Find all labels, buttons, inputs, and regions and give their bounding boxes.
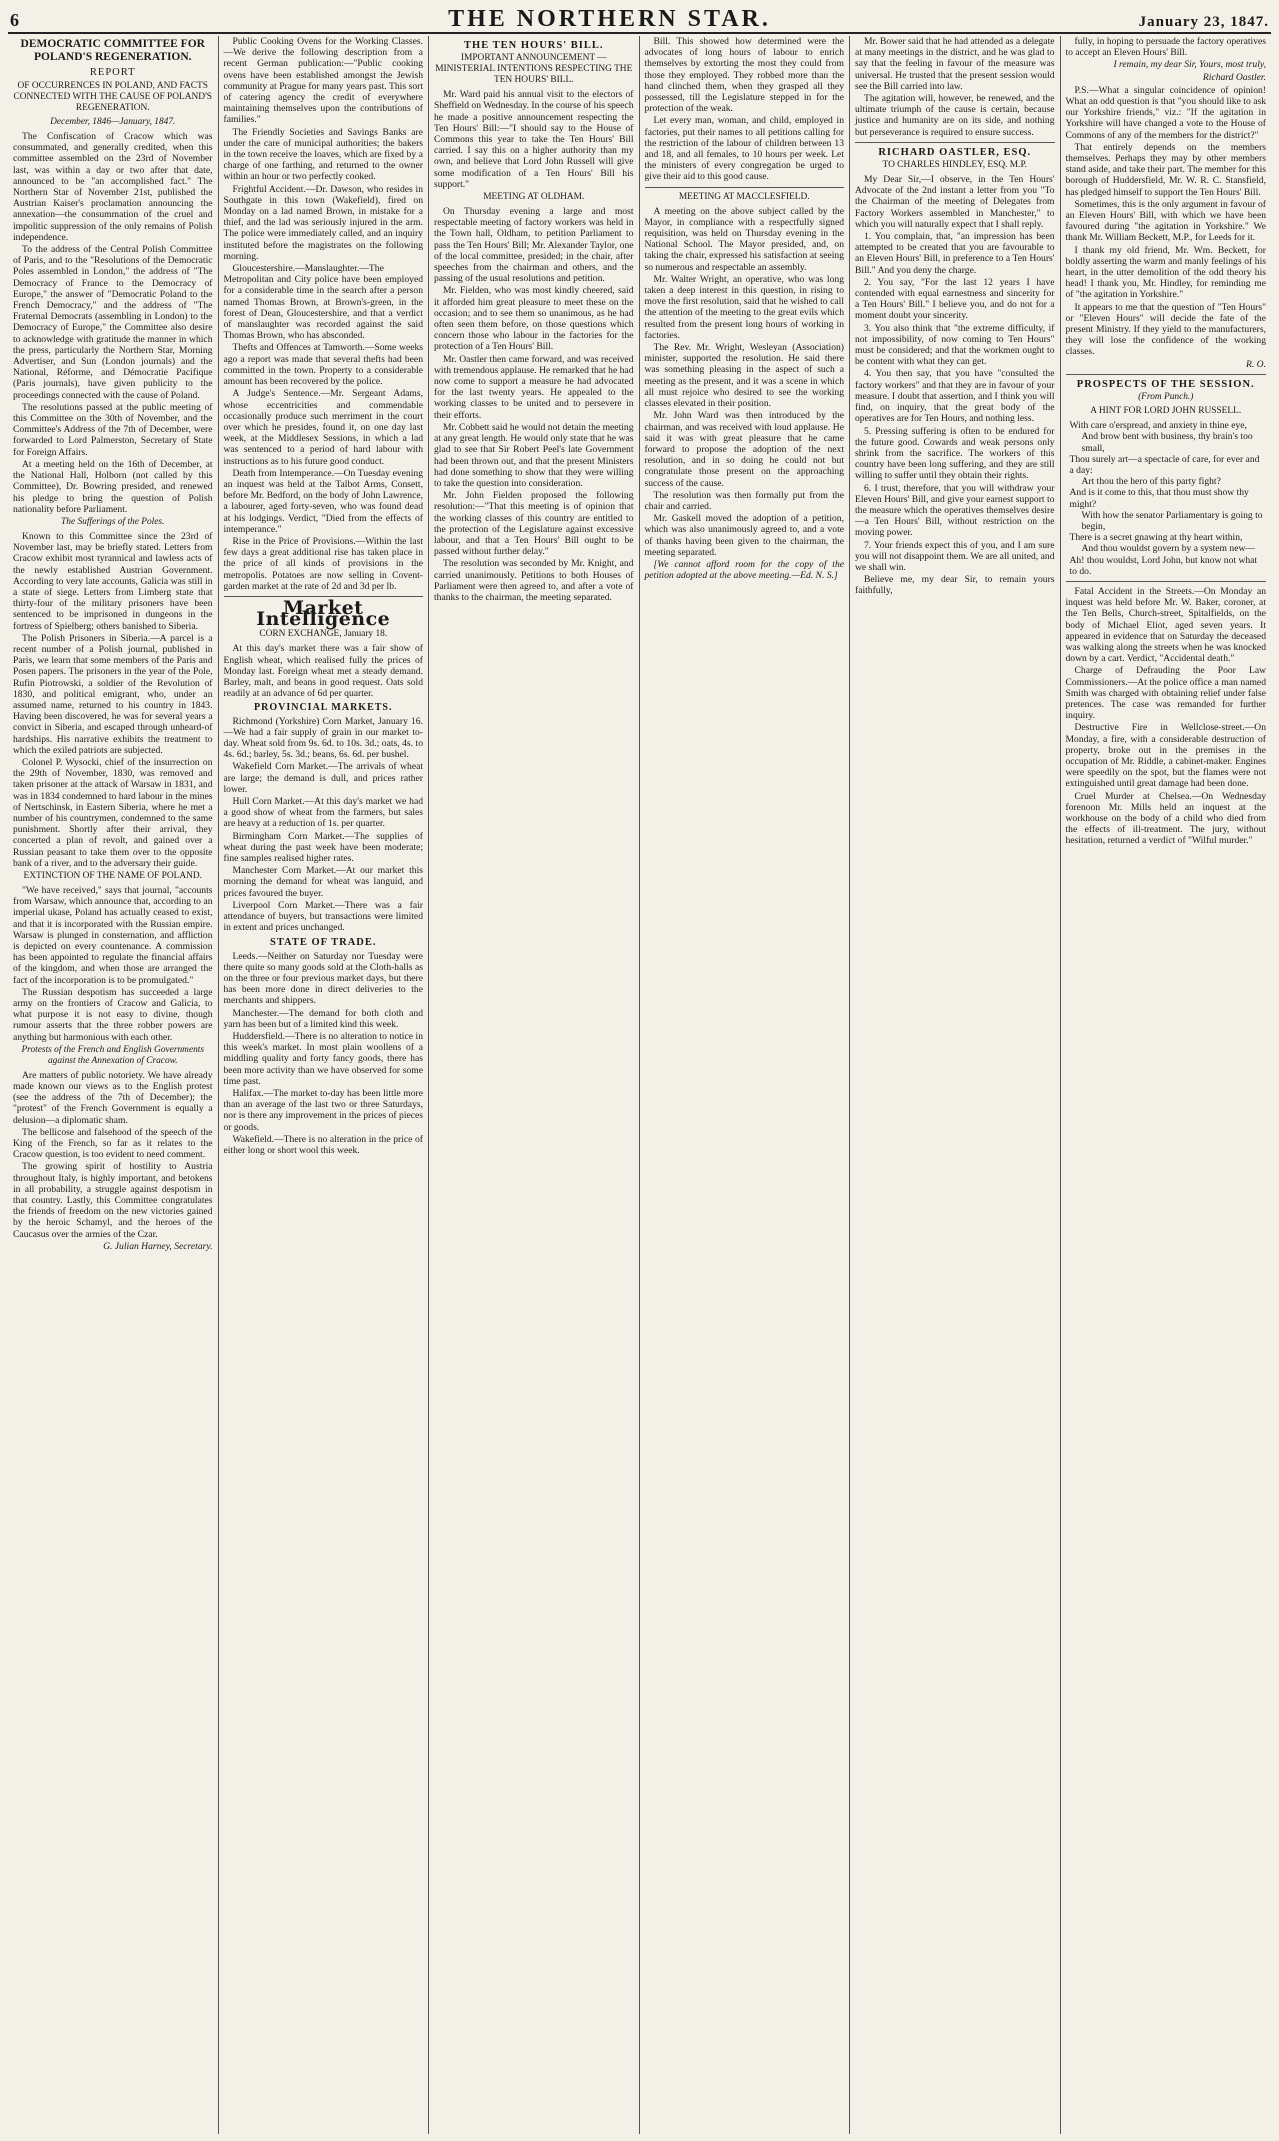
paragraph: The resolutions passed at the public meeting of this Committee on the 30th of November, and the Committee's Address of the 7th of December, were forwarded to Lord Palmerston, Secretary of State for Foreign Affairs. <box>13 401 213 458</box>
poem-line: Ah! thou wouldst, Lord John, but know not what to do. <box>1069 554 1258 577</box>
column-2 <box>219 36 430 2134</box>
paragraph: Wakefield.—There is no alteration in the price of either long or short wool this week. <box>223 1133 423 1157</box>
closing: I remain, my dear Sir, Yours, most truly, <box>1113 59 1266 71</box>
paragraph: Fatal Accident in the Streets.—On Monday an inquest was held before Mr. W. Baker, coroner, at the Ten Bells, Church-street, Spitalfields, on the body of Michael Eliot, aged seven years. It appeared in evidence that on Saturday the deceased was walking along the streets when he was knocked down by a cart. Verdict, "Accidental death." <box>1065 585 1266 665</box>
paragraph: Mr. John Ward was then introduced by the chairman, and was received with loud applause. He said it was with great pleasure that he came forward to propose the adoption of the next resolution, and in so doing he could not but congratulate those present on the approaching success of the cause. <box>644 410 844 489</box>
paragraph: Mr. Ward paid his annual visit to the electors of Sheffield on Wednesday. In the course of his speech he made a positive announcement respecting the Ten Hours' Bill:—"I should say to the House of Commons this year to take the Ten Hours' Bill carried. I say this on a higher authority than my own, and believe that Lord John Russell will give some modification of a Ten Hours' Bill his support." <box>434 89 634 190</box>
page-number: 6 <box>10 10 19 30</box>
market-intelligence-heading: Market Intelligence <box>256 596 391 631</box>
article-heading: DEMOCRATIC COMMITTEE FOR POLAND'S REGENERATION. <box>20 38 205 63</box>
paragraph: Mr. Fielden, who was most kindly cheered, said it afforded him great pleasure to meet these on the occasion; and to see them so unanimous, as he had often seen them before, on those questions which concern those who labour in the factories for the protection of a Ten Hours' Bill. <box>434 285 634 353</box>
paragraph: Manchester.—The demand for both cloth and yarn has been but of a limited kind this week. <box>223 1007 423 1030</box>
poem-line: Art thou the hero of this party fight? <box>1081 476 1221 488</box>
paragraph: Charge of Defrauding the Poor Law Commissioners.—At the police office a man named Smith was charged with obtaining relief under false pretences. The case was remanded for further inquiry. <box>1065 665 1266 722</box>
paragraph: 6. I trust, therefore, that you will withdraw your Eleven Hours' Bill, and give your earnest support to the measure which the operatives themselves desire—a Ten Hours' Bill, without restriction on the moving power. <box>855 482 1055 539</box>
report-title: REPORT <box>89 67 136 78</box>
editor-note: [We cannot afford room for the copy of the petition adopted at the above meeting.—Ed. N. S.] <box>644 558 844 582</box>
paragraph: Birmingham Corn Market.—The supplies of wheat during the past week have been moderate; fine samples realised higher rates. <box>223 830 423 865</box>
poem-line: And brow bent with business, thy brain's too small, <box>1081 431 1253 454</box>
paragraph: My Dear Sir,—I observe, in the Ten Hours' Advocate of the 2nd instant a letter from you "To the Chairman of the meeting of Delegates from Factory Workers assembled in Manchester," to which you will naturally expect that I shall reply. <box>855 174 1055 230</box>
poem-line: With how the senator Parliamentary is going to begin, <box>1081 509 1263 532</box>
paragraph: 3. You also think that "the extreme difficulty, if not impossibility, of now coming to Ten Hours" must be considered; and that the workmen ought to be content with what they can get. <box>855 322 1055 368</box>
paragraph: It appears to me that the question of "Ten Hours" or "Eleven Hours" will decide the fate of the present Ministry. If they yield to the manufacturers, they will lose the confidence of the working classes. <box>1065 301 1266 358</box>
paragraph: Public Cooking Ovens for the Working Classes.—We derive the following description from a recent German publication:—"Public cooking ovens have been established amongst the Jewish community at Prague for many years past. This sort of catering agency the credit of everywhere maintaining themselves upon the contributions of families." <box>223 36 423 126</box>
paragraph: Let every man, woman, and child, employed in factories, put their names to all petitions calling for the restriction of the labour of children between 13 and 18, and all females, to 10 hours per week. Let the ministers of every congregation be urged to give their aid to this good cause. <box>644 115 844 183</box>
letter-subheading: TO CHARLES HINDLEY, ESQ. M.P. <box>882 160 1027 171</box>
paragraph: Bill. This showed how determined were the advocates of long hours of labour to enrich themselves by extorting the most they could from those they employed. They robbed more than the hand clinched them, when they grasped all they possessed, till the Legislature stepped in for the protection of the weak. <box>644 36 844 115</box>
paragraph: 4. You then say, that you have "consulted the factory workers" and that they are in favour of your measure. I doubt that assertion, and I think you will find, on inquiry, that the great body of the operatives are for Ten Hours, and nothing less. <box>855 368 1055 425</box>
paragraph: The Russian despotism has succeeded a large army on the frontiers of Cracow and Galicia, to what purpose it is not easy to divine, though rumour asserts that the three robber powers are anything but harmonious with each other. <box>13 986 213 1043</box>
paragraph: The agitation will, however, be renewed, and the ultimate triumph of the cause is certain, because justice and humanity are on its side, and nothing but perseverance is required to ensure success. <box>855 93 1055 138</box>
paragraph: Colonel P. Wysocki, chief of the insurrection on the 29th of November, 1830, was removed and taken prisoner at the attack of Warsaw in 1831, and was in 1834 condemned to hard labour in the mines of Nertschinsk, in Eastern Siberia, where he met a number of his countrymen, condemned to the same punishment. Shortly after their arrival, they concerted a plan of revolt, and gained over a Russian peasant to take them over to the opposite bank of a river, and to the adversary their guide. <box>13 756 213 869</box>
article-heading: THE TEN HOURS' BILL. <box>464 40 604 51</box>
paragraph: The Friendly Societies and Savings Banks are under the care of municipal authorities; the bakers in the town receive the loaves, which are fixed by a charge of one farthing, and returned to the owner within an hour or two perfectly cooked. <box>223 126 423 183</box>
paragraph: Death from Intemperance.—On Tuesday evening an inquest was held at the Talbot Arms, Consett, before Mr. Bedford, on the body of John Lawrence, a labourer, aged forty-seven, who was found dead at his lodgings. Verdict, "Died from the effects of intemperance." <box>223 467 423 535</box>
paragraph: 7. Your friends expect this of you, and I am sure you will not disappoint them. We are all united, and we shall win. <box>855 539 1055 573</box>
paragraph: 1. You complain, that, "an impression has been attempted to be created that you are favourable to an Eleven Hours' Bill, in preference to a Ten Hours' Bill." And you deny the charge. <box>855 231 1055 276</box>
paragraph: Leeds.—Neither on Saturday nor Tuesday were there quite so many goods sold at the Cloth-halls as on the three or four previous market days, but there has been more done in direct deliveries to the merchants and shippers. <box>223 950 423 1007</box>
poem-line: There is a secret gnawing at thy heart within, <box>1069 532 1243 544</box>
paragraph: Frightful Accident.—Dr. Dawson, who resides in Southgate in this town (Wakefield), fired on Monday on a lad named Brown, in mistake for a thief, and the lad was seriously injured in the arm. The police were immediately called, and an inquiry instituted before the magistrates on the following morning. <box>223 183 423 262</box>
signature: G. Julian Harney, Secretary. <box>103 1240 213 1252</box>
report-subtitle: OF OCCURRENCES IN POLAND, AND FACTS CONNECTED WITH THE CAUSE OF POLAND'S REGENERATION. <box>13 81 212 113</box>
divider <box>1066 581 1267 582</box>
poem-line: And thou wouldst govern by a system new— <box>1081 543 1255 555</box>
paragraph: fully, in hoping to persuade the factory operatives to accept an Eleven Hours' Bill. <box>1065 36 1266 59</box>
paragraph: Huddersfield.—There is no alteration to notice in this week's market. In most plain woollens of a middling quality and forty fancy goods, there has been more activity than we have observed for some time past. <box>223 1031 423 1087</box>
signature: R. O. <box>1246 358 1266 370</box>
paragraph: Destructive Fire in Wellclose-street.—On Monday, a fire, with a considerable destruction of property, broke out in the premises in the occupation of Mr. Riddle, a cabinet-maker. Engines were speedily on the spot, but the flames were not extinguished until great damage had been done. <box>1065 722 1266 790</box>
section-heading: PROVINCIAL MARKETS. <box>254 702 393 714</box>
paragraph: I thank my old friend, Mr. Wm. Beckett, for boldly asserting the warm and manly feelings of his heart, in the utter demolition of the odd theory his head! I thank you, Mr. Hindley, for reminding me of "the agitation in Yorkshire." <box>1065 244 1266 301</box>
paragraph: The growing spirit of hostility to Austria throughout Italy, is highly important, and betokens in all probability, a struggle against despotism in that country. Lastly, this Committee congratulates the friends of freedom on the new victories gained by the heroic Schamyl, and the heroes of the Caucasus over the armies of the Czar. <box>13 1161 213 1240</box>
issue-date: January 23, 1847. <box>1138 14 1269 30</box>
signature: Richard Oastler. <box>1202 71 1266 83</box>
paragraph: Known to this Committee since the 23rd of November last, may be briefly stated. Letters from Cracow exhibit most tyrannical and lawless acts of the newly established Austrian Government. According to very late accounts, Galicia was still in a state of siege. Letters from Limberg state that thirty-four of the military prisoners have been sentenced to be imprisoned in dungeons in the fortress of Spielberg; others banished to Siberia. <box>13 530 213 632</box>
paragraph: The Rev. Mr. Wright, Wesleyan (Association) minister, supported the resolution. He said there was something pleasing in the aspect of such a meeting as the present, and it was a scene in which all must rejoice who desired to see the working classes elevated in their position. <box>644 342 844 410</box>
paragraph: A meeting on the above subject called by the Mayor, in compliance with a respectfully signed requisition, was held on Thursday evening in the National School. The Mayor presided, and, on taking the chair, expressed his satisfaction at seeing so numerous and respectable an assembly. <box>644 205 844 273</box>
paragraph: Mr. Walter Wright, an operative, who was long taken a deep interest in this question, in rising to move the first resolution, said that he wished to call the attention of the meeting to the great evils which resulted from the present long hours of working in factories. <box>644 273 844 341</box>
paragraph: Mr. John Fielden proposed the following resolution:—"That this meeting is of opinion that the working classes of this country are entitled to the protection of the Legislature against excessive labour, and that a Ten Hours' Bill ought to be passed without further delay." <box>434 490 634 558</box>
paragraph: Cruel Murder at Chelsea.—On Wednesday forenoon Mr. Mills held an inquest at the workhouse on the body of a child who died from the effects of ill-treatment. The jury, without hesitation, returned a verdict of "Wilful murder." <box>1065 790 1266 847</box>
section-heading: PROSPECTS OF THE SESSION. <box>1076 378 1255 390</box>
section-heading: STATE OF TRADE. <box>269 937 377 949</box>
divider <box>855 142 1055 143</box>
paragraph: 5. Pressing suffering is often to be endured for the future good. Cowards and weak persons only shrink from the sacrifice. The workers of this country have been long suffering, and they are still willing to suffer until they obtain their rights. <box>855 425 1055 482</box>
masthead <box>8 6 1271 34</box>
paragraph: Mr. Bower said that he had attended as a delegate at many meetings in the district, and he was glad to say that the feeling in favour of the measure was universal. He trusted that the present session would see the Bill carried into law. <box>855 36 1055 92</box>
paragraph: The resolution was then formally put from the chair and carried. <box>644 489 844 512</box>
paragraph: The resolution was seconded by Mr. Knight, and carried unanimously. Petitions to both Houses of Parliament were then agreed to, and after a vote of thanks to the chairman, the meeting separated. <box>434 558 634 603</box>
paragraph: Gloucestershire.—Manslaughter.—The Metropolitan and City police have been employed for a considerable time in the search after a person named Thomas Brown, at Brown's-green, in the forest of Dean, Gloucestershire, and that a verdict of manslaughter was recorded against the said Thomas Brown, who has absconded. <box>223 263 423 342</box>
paragraph: Mr. Cobbett said he would not detain the meeting at any great length. He would only state that he was glad to see that Sir Robert Peel's late Government had been thrown out, and that the present Ministers had done something to show that they were willing to take the question into consideration. <box>434 421 634 489</box>
columns <box>8 36 1271 2134</box>
article-subheading: IMPORTANT ANNOUNCEMENT — MINISTERIAL INTENTIONS RESPECTING THE TEN HOURS' BILL. <box>435 53 633 86</box>
source-credit: (From Punch.) <box>1138 392 1194 403</box>
paragraph: At this day's market there was a fair show of English wheat, which realised fully the prices of Monday last. Foreign wheat met a steady demand. Barley, malt, and beans in good request. Oats sold readily at an advance of 6d per quarter. <box>223 643 423 700</box>
column-3 <box>429 36 640 2134</box>
paragraph: The bellicose and falsehood of the speech of the King of the French, so far as it relates to the Cracow question, is too evident to need comment. <box>13 1126 213 1161</box>
paragraph: Manchester Corn Market.—At our market this morning the demand for wheat was languid, and prices favoured the buyer. <box>223 865 423 899</box>
paragraph: Rise in the Price of Provisions.—Within the last few days a great additional rise has taken place in the price of all kinds of provisions in the metropolis. Potatoes are now selling in Covent-garden market at the rate of 2d and 3d per lb. <box>223 535 423 592</box>
section-heading: CORN EXCHANGE, January 18. <box>259 629 388 640</box>
paragraph: Halifax.—The market to-day has been little more than an average of the last two or three Saturdays, nor is there any improvement in the prices of pieces or goods. <box>223 1088 423 1133</box>
paragraph: The Confiscation of Cracow which was consummated, and generally credited, when this committee assembled on the 23rd of November last, was within a day or two after that date, announced to be "an accomplished fact." The Northern Star of November 21st, published the Austrian Kaiser's proclamation announcing the annexation—the consummation of the cruel and impolitic suppression of the only remains of Polish independence. <box>13 131 213 243</box>
paragraph: Believe me, my dear Sir, to remain yours faithfully, <box>855 574 1055 597</box>
section-heading: MEETING AT MACCLESFIELD. <box>678 191 810 202</box>
section-heading: MEETING AT OLDHAM. <box>483 192 585 203</box>
letter-heading: RICHARD OASTLER, ESQ. <box>878 146 1032 158</box>
paragraph: Mr. Gaskell moved the adoption of a petition, which was also unanimously agreed to, and a vote of thanks having been given to the chairman, the meeting separated. <box>644 513 844 558</box>
paragraph: The Polish Prisoners in Siberia.—A parcel is a recent number of a Polish journal, published in Paris, we learn that some members of the Paris and Posen papers. The prisoners in the year of the Pole, Rufin Piotrowski, a soldier of the Revolution of 1830, and political emigrant, who, under an assumed name, returned to his country in 1843. Having been discovered, he was for several years a convict in Siberia, and escaped through unheard-of hardships. His narrative exhibits the treatment to which the exiled patriots are subjected. <box>13 632 213 756</box>
column-5 <box>850 36 1061 2134</box>
section-heading: The Sufferings of the Poles. <box>61 516 165 527</box>
column-6 <box>1061 36 1272 2134</box>
paragraph: To the address of the Central Polish Committee of Paris, and to the "Resolutions of the Democratic Poles assembled in London," the address of "The Democracy of France to the Democracy of Europe," the answer of "Democratic Poland to the French Democracy," and the address of "The Fraternal Democrats (assembling in London) to the Democracy of Europe," the Committee also desire to acknowledge with gratitude the manner in which the press, particularly the Northern Star, Morning Advertiser, and Sun (London journals) and the National, Réforme, and Démocratie Pacifique (Paris journals), have given publicity to the proceedings connected with the cause of Poland. <box>13 244 213 401</box>
section-heading: EXTINCTION OF THE NAME OF POLAND. <box>23 871 202 881</box>
paragraph: Wakefield Corn Market.—The arrivals of wheat are large; the demand is dull, and prices rather lower. <box>223 761 423 795</box>
paragraph: Are matters of public notoriety. We have already made known our views as to the English protest (see the address of the 7th of December); the "protest" of the French Government is equally a delusion—a diplomatic sham. <box>13 1069 213 1126</box>
paragraph: Hull Corn Market.—At this day's market we had a good show of wheat from the farmers, but sales are heavy at a reduction of 1s. per quarter. <box>223 796 423 830</box>
report-dates: December, 1846—January, 1847. <box>50 117 176 127</box>
paragraph: Richmond (Yorkshire) Corn Market, January 16.—We had a fair supply of grain in our market to-day. Wheat sold from 9s. 6d. to 10s. 3d.; oats, 4s. to 4s. 6d.; barley, 5s. 3d.; beans, 6s. 6d. per bushel. <box>223 715 423 761</box>
paragraph: Thefts and Offences at Tamworth.—Some weeks ago a report was made that several thefts had been committed in the town. Property to a considerable amount has been recovered by the police. <box>223 342 423 388</box>
poem-line: Thou surely art—a spectacle of care, for ever and a day: <box>1069 453 1260 476</box>
newspaper-title: THE NORTHERN STAR. <box>448 6 771 32</box>
paragraph: Sometimes, this is the only argument in favour of an Eleven Hours' Bill, with which we have been favoured during "the agitation in Yorkshire." We thank Mr. William Beckett, M.P., for Leeds for it. <box>1065 198 1266 244</box>
paragraph: P.S.—What a singular coincidence of opinion! What an odd question is that "you should like to ask our Yorkshire friends," viz.: "If the agitation in Yorkshire will have changed a vote to the House of Commons of any of the members for the district?" <box>1065 84 1266 141</box>
column-1 <box>8 36 219 2134</box>
paragraph: Liverpool Corn Market.—There was a fair attendance of buyers, but transactions were limited in extent and prices unchanged. <box>223 899 423 934</box>
poem <box>1066 420 1267 577</box>
paragraph: At a meeting held on the 16th of December, at the National Hall, Holborn (not called by this Committee), Dr. Bowring presided, and renewed his pledge to bring the question of Polish nationality before Parliament. <box>13 458 213 515</box>
column-4 <box>640 36 851 2134</box>
divider <box>1066 374 1267 375</box>
paragraph: Mr. Oastler then came forward, and was received with tremendous applause. He remarked that he had now come to support a measure he had advocated for the last twenty years. He appealed to the working classes to be united and to persevere in their efforts. <box>434 353 634 421</box>
poem-line: With care o'erspread, and anxiety in thine eye, <box>1069 420 1247 432</box>
paragraph: On Thursday evening a large and most respectable meeting of factory workers was held in the Town hall, Oldham, to petition Parliament to pass the Ten Hours' Bill; Mr. Alexander Taylor, one of the local committee, presided; in the chair, after speeches from the chairman and others, and the passing of the usual resolutions and petition. <box>434 206 634 285</box>
paragraph: A Judge's Sentence.—Mr. Sergeant Adams, whose eccentricities and commendable occasionally produce such merriment in the court over which he presides, found it, on one day last week, at the Middlesex Sessions, in which a lad was sentenced to a period of hard labour with instructions as to his future good conduct. <box>223 388 423 467</box>
poem-line: And is it come to this, that thou must show thy might? <box>1069 487 1249 510</box>
poem-subtitle: A HINT FOR LORD JOHN RUSSELL. <box>1090 406 1242 417</box>
section-heading: Protests of the French and English Governments against the Annexation of Cracow. <box>21 1044 205 1066</box>
paragraph: That entirely depends on the members themselves. Perhaps they may by other members stand aside, and take their part. The member for this borough of Huddersfield, Mr. W. R. C. Stansfield, has pledged himself to support the Ten Hours' Bill. <box>1065 141 1266 198</box>
divider <box>645 187 845 188</box>
paragraph: "We have received," says that journal, "accounts from Warsaw, which announce that, according to an imperial ukase, Poland has actually ceased to exist, and that it is incorporated with the Russian empire. Warsaw is plunged in consternation, and affliction is depicted on every countenance. A commission has been appointed to regulate the financial affairs of the kingdom, and when those are arranged the fact of the incorporation is to be promulgated." <box>13 885 213 986</box>
paragraph: 2. You say, "For the last 12 years I have contended with equal earnestness and sincerity for a Ten Hours' Bill." I believe you, and do not for a moment doubt your sincerity. <box>855 276 1055 322</box>
